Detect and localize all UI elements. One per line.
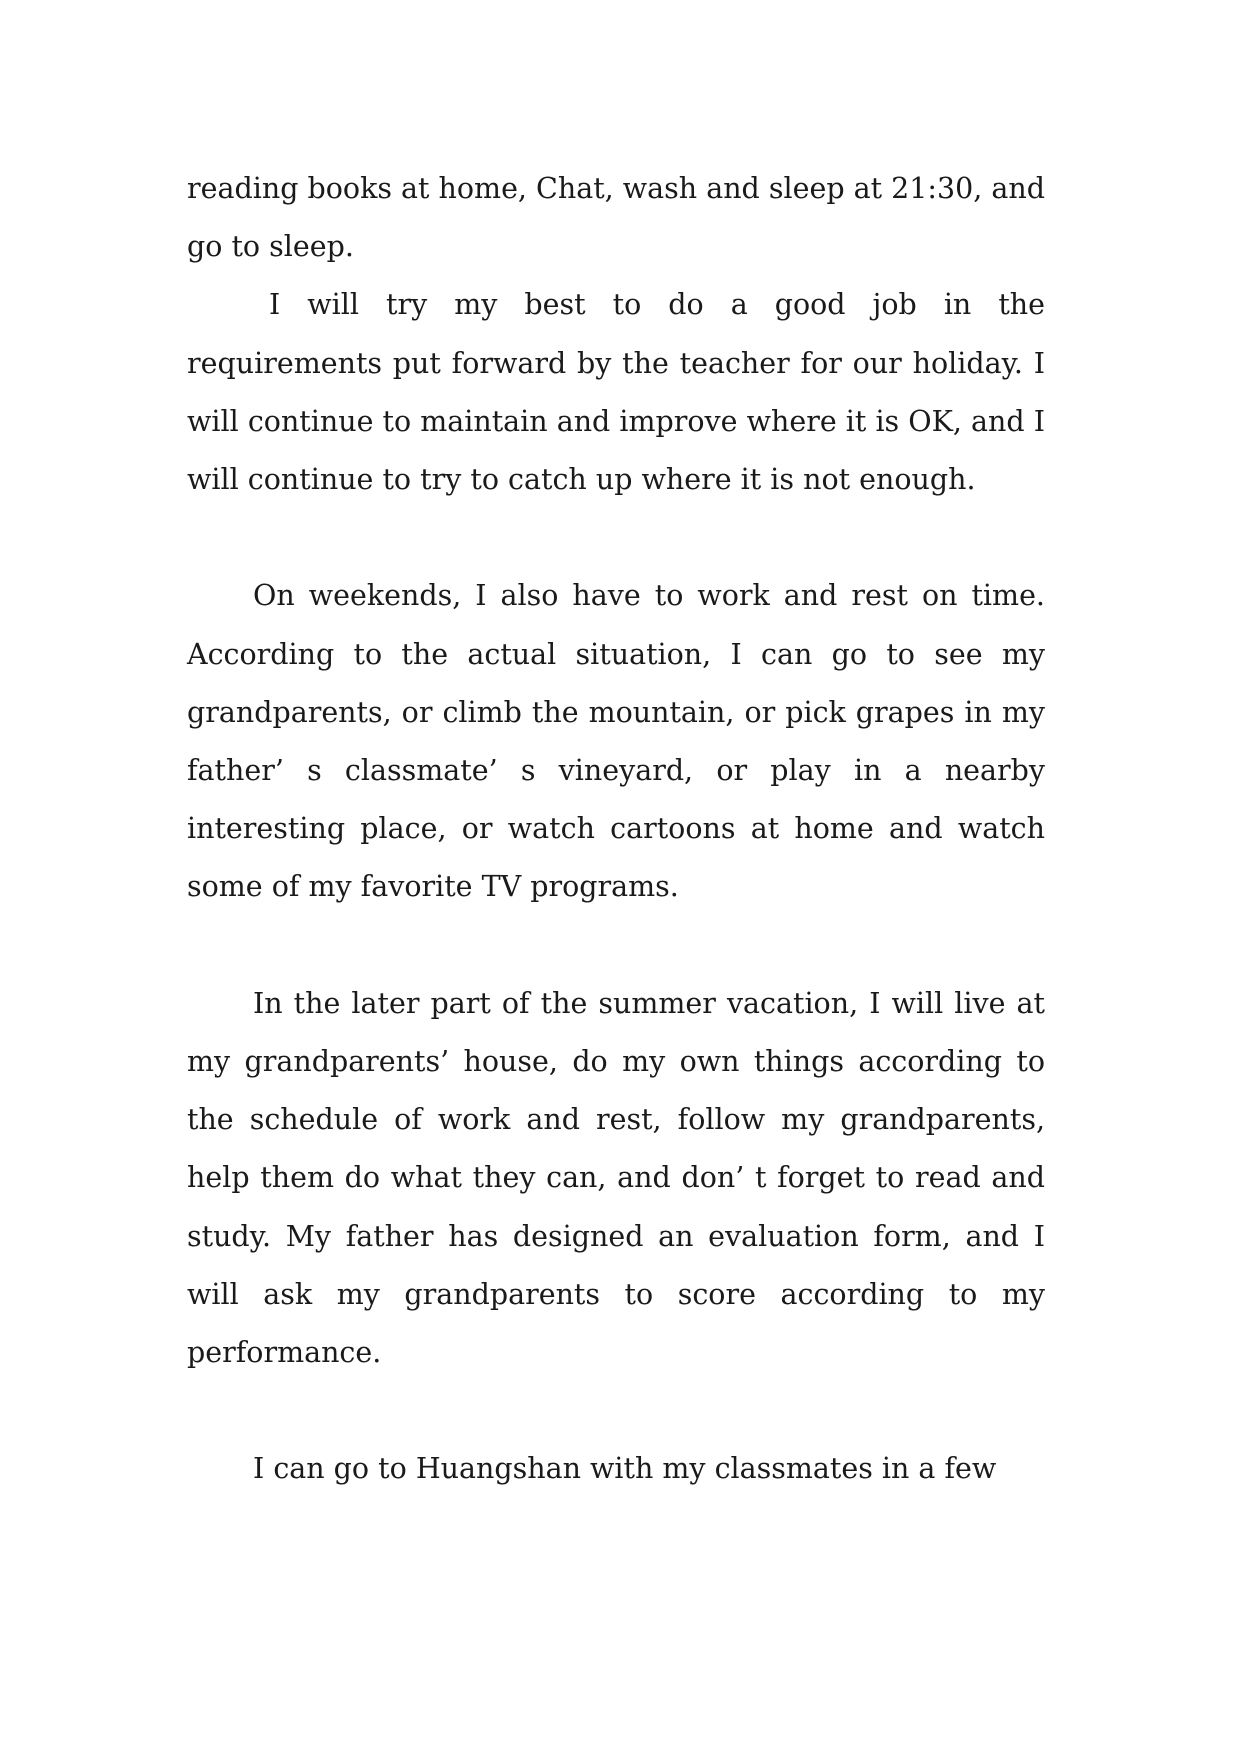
- paragraph-huangshan: I can go to Huangshan with my classmates in a few: [253, 1452, 997, 1486]
- paragraph-later-vacation: In the later part of the summer vacation, I will live at my grandparents’ house, do my own things according to the schedule of work and rest, follow my grandparents, help them do what they can, and don’ t forget to read and study. My father has designed an evaluation form, and I will ask my grandparents to score according to my performance.: [187, 986, 1045, 1370]
- paragraph-gap: [187, 1382, 1045, 1440]
- paragraph-gap: [187, 509, 1045, 567]
- body-text: [187, 160, 1045, 1499]
- paragraph-weekends: On weekends, I also have to work and rest on time. According to the actual situation, I can go to see my grandparents, or climb the mountain, or pick grapes in my father’ s classmate’ s vineyard, or play in a nearby interesting place, or watch cartoons at home and watch some of my favorite TV programs.: [187, 579, 1045, 904]
- paragraph-gap: [187, 917, 1045, 975]
- paragraph-requirements: I will try my best to do a good job in the requirements put forward by the teacher for our holiday. I will continue to maintain and improve where it is OK, and I will continue to try to catch up where it is not enough.: [187, 288, 1045, 497]
- paragraph-continuation: reading books at home, Chat, wash and sleep at 21:30, and go to sleep.: [187, 172, 1045, 264]
